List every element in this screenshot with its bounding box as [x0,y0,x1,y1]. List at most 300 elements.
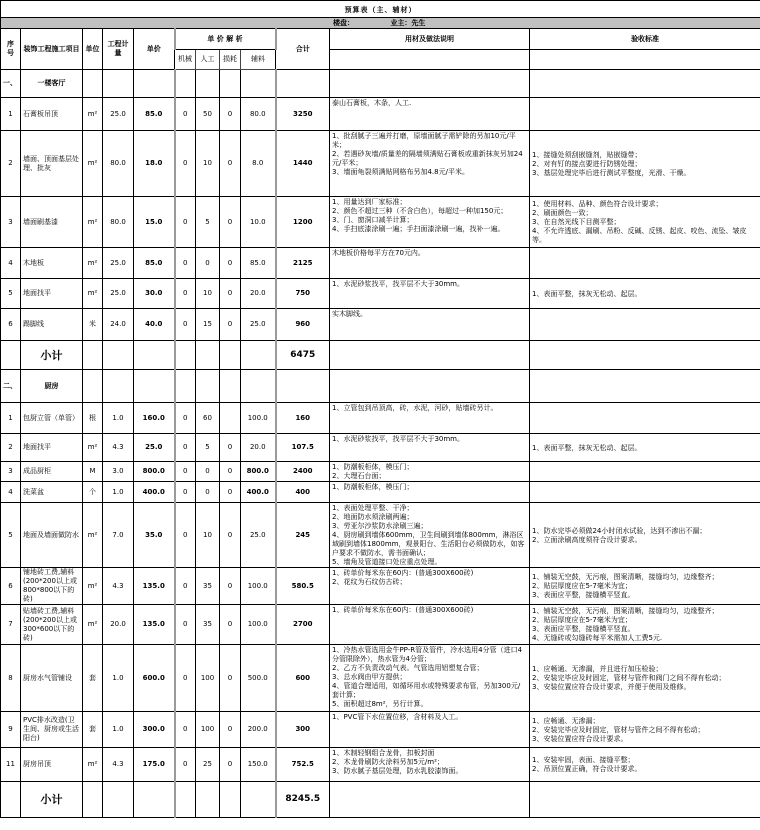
row-seq: 3 [1,462,21,482]
empty-cell [134,370,175,403]
row-loss: 0 [220,98,241,131]
subtotal-label: 小计 [21,782,83,818]
row-aux: 25.0 [241,309,276,341]
accept-line: 4、不允许透底、漏刷、吊粉、反碱、反锈、起皮、咬色、流坠、皱皮等。 [532,227,747,244]
empty-cell [196,70,220,98]
accept-line: 4、无缝砖或勾缝砖每平米需加人工费5元. [532,634,663,642]
row-accept [530,482,760,503]
empty-cell [83,341,103,370]
accept-line: 3、安装位置应符合设计要求，并便于使用及维修。 [532,683,691,691]
desc-line: 1、砖单价每米东在60内：(普通300X600砖) [332,569,474,577]
accept-line: 1、防水完毕必须做24小时闭水试验，达到不渗出不漏； [532,526,707,535]
row-price: 30.0 [134,279,175,309]
subtotal-row [1,341,760,370]
desc-line: 2、地面防水须涂刷两遍； [332,513,414,521]
subtotal-label: 小计 [21,341,83,370]
header-total: 合计 [276,29,330,70]
row-labor: 15 [196,309,220,341]
row-loss: 0 [220,131,241,197]
table-row [1,482,760,503]
accept-line: 2、安装完毕应及时固定，管材与管件之间不得有松动； [532,725,705,734]
desc-line: 实木脚线。 [332,310,367,318]
row-aux: 85.0 [241,248,276,279]
row-accept [530,712,760,748]
row-seq: 11 [1,748,21,782]
row-item: 地面及墙面做防水 [21,503,83,568]
row-aux: 20.0 [241,434,276,462]
empty-cell [103,70,134,98]
subtotal-value: 6475 [276,341,330,370]
row-desc [330,482,530,503]
empty-cell [220,370,241,403]
row-price: 135.0 [134,568,175,605]
row-aux: 8.0 [241,131,276,197]
desc-line: 3、墙面龟裂须满贴网格布另加4.8元/平米。 [332,168,469,176]
row-seq: 3 [1,197,21,248]
header-desc: 用材及做法说明 [330,29,530,50]
row-unit: m² [83,503,103,568]
row-labor: 35 [196,605,220,645]
row-machine: 0 [175,482,196,503]
accept-line: 3、安装位置应符合设计要求。 [532,734,628,743]
row-price: 300.0 [134,712,175,748]
empty-cell [196,370,220,403]
sheet-title: 预算表（主、辅材） [1,1,760,18]
row-machine: 0 [175,197,196,248]
accept-line: 2、吊顶位置正确，符合设计要求。 [532,765,642,773]
row-labor: 60 [196,403,220,434]
row-price: 25.0 [134,434,175,462]
section-header-row [1,70,760,98]
row-aux: 25.0 [241,503,276,568]
desc-line: 泰山石膏板，木条，人工. [332,99,412,107]
header-price: 单价 [134,29,175,70]
row-price: 600.0 [134,645,175,712]
desc-line: 1、水泥砂浆找平，找平层不大于30mm。 [332,435,464,443]
table-row [1,279,760,309]
empty-cell [220,782,241,818]
row-desc [330,462,530,482]
row-accept [530,748,760,782]
row-item: 厨房吊顶 [21,748,83,782]
row-unit: M [83,462,103,482]
row-machine: 0 [175,279,196,309]
table-row [1,645,760,712]
row-loss: 0 [220,605,241,645]
row-unit: m² [83,248,103,279]
table-row [1,568,760,605]
table-row [1,434,760,462]
header-loss: 损耗 [220,50,241,70]
row-total: 160 [276,403,330,434]
empty-cell [1,782,21,818]
empty-cell [175,782,196,818]
header-qty: 工程计量 [103,29,134,70]
row-labor: 10 [196,131,220,197]
row-aux: 100.0 [241,568,276,605]
row-machine: 0 [175,712,196,748]
row-desc [330,131,530,197]
empty-cell [241,341,276,370]
accept-line: 1、铺装无空鼓，无污痕，图案清晰，接缝均匀，边缘整齐； [532,573,719,581]
row-loss: 0 [220,279,241,309]
row-total: 107.5 [276,434,330,462]
empty-cell [134,341,175,370]
desc-line: 1、表面处理平整、干净； [332,504,414,512]
row-item: 石膏板吊顶 [21,98,83,131]
empty-cell [196,782,220,818]
row-item: 木地板 [21,248,83,279]
row-qty: 1.0 [103,712,134,748]
row-unit: 米 [83,309,103,341]
row-desc [330,712,530,748]
row-machine: 0 [175,748,196,782]
table-row [1,131,760,197]
row-qty: 7.0 [103,503,134,568]
desc-line: 5、面积超过8m²，另行计算。 [332,700,428,708]
row-loss: 0 [220,197,241,248]
desc-line: 1、冷热水管选用金牛PP-R管及管件，冷水选用4分管（进口4分管限除外），热水管为4分管； [332,646,523,663]
header-unit: 单位 [83,29,103,70]
row-accept [530,503,760,568]
row-machine: 0 [175,131,196,197]
empty-cell [103,370,134,403]
row-machine: 0 [175,503,196,568]
row-accept [530,403,760,434]
row-price: 135.0 [134,605,175,645]
table-row [1,248,760,279]
row-seq: 6 [1,309,21,341]
desc-line: 2、木龙骨刷防火涂料另加5元/m²； [332,758,444,766]
row-qty: 80.0 [103,131,134,197]
header-aux: 辅料 [241,50,276,70]
empty-cell [1,341,21,370]
row-seq: 7 [1,605,21,645]
empty-cell [330,70,530,98]
empty-cell [276,70,330,98]
row-desc [330,568,530,605]
row-qty: 20.0 [103,605,134,645]
desc-line: 2、颜色不超过三种（不含白色），每超过一种加150元； [332,207,508,215]
desc-line: 2、乙方不负责改动气表。气管选用铝塑复合管； [332,664,484,672]
row-total: 580.5 [276,568,330,605]
row-qty: 4.3 [103,434,134,462]
row-item: 包厨立管（单管） [21,403,83,434]
row-loss [220,403,241,434]
row-total: 960 [276,309,330,341]
empty-cell [241,70,276,98]
row-labor: 50 [196,98,220,131]
accept-line: 2、安装完毕应及时固定，管材与管件和阀门之间不得有松动； [532,674,726,682]
row-price: 800.0 [134,462,175,482]
row-machine: 0 [175,645,196,712]
row-qty: 4.3 [103,568,134,605]
empty-cell [196,341,220,370]
accept-line: 3、表面应平整，接缝横平竖直。 [532,591,635,599]
table-row [1,748,760,782]
row-unit: 套 [83,712,103,748]
info-bar [1,18,760,29]
row-desc [330,434,530,462]
desc-line: 1、批刮腻子三遍并打磨，原墙面腻子需铲除的另加10元/平米； [332,132,516,149]
desc-line: 1、PVC管下水位置位移，含材料及人工。 [332,713,463,721]
row-total: 1440 [276,131,330,197]
accept-line: 2、刷面颜色一致； [532,209,593,217]
row-accept [530,605,760,645]
row-aux: 400.0 [241,482,276,503]
row-labor: 5 [196,197,220,248]
row-machine: 0 [175,605,196,645]
row-qty: 80.0 [103,197,134,248]
section-header-row [1,370,760,403]
owner-label: 业主：先生 [390,18,426,27]
row-loss: 0 [220,248,241,279]
row-labor: 100 [196,645,220,712]
row-item: 地面找平 [21,434,83,462]
table-row [1,712,760,748]
row-seq: 4 [1,248,21,279]
empty-cell [103,341,134,370]
header-accept-blank [530,50,760,70]
row-seq: 9 [1,712,21,748]
row-item: 洗菜盆 [21,482,83,503]
empty-cell [330,341,530,370]
row-machine: 0 [175,403,196,434]
row-machine: 0 [175,98,196,131]
row-accept [530,279,760,309]
row-loss: 0 [220,482,241,503]
row-accept [530,98,760,131]
row-desc [330,248,530,279]
row-item: PVC排水改造(卫生间、厨房或生活阳台) [21,712,83,748]
desc-line: 1、水泥砂浆找平，找平层不大于30mm。 [332,280,464,288]
row-qty: 25.0 [103,248,134,279]
desc-line: 1、砖单价每米东在60内：(普通300X600砖) [332,606,474,614]
table-row [1,98,760,131]
row-item: 墙面、顶面基层处理、批灰 [21,131,83,197]
row-loss: 0 [220,434,241,462]
row-machine: 0 [175,462,196,482]
row-price: 35.0 [134,503,175,568]
accept-line: 2、贴层厚度应在5-7毫米为宜； [532,616,632,624]
row-price: 85.0 [134,248,175,279]
desc-line: 4、手扫底漆涂刷一遍；手扫面漆涂刷一遍，找补一遍。 [332,225,505,233]
row-labor: 0 [196,248,220,279]
row-aux: 10.0 [241,197,276,248]
desc-line: 1、用量达到厂家标准； [332,198,407,206]
empty-cell [241,782,276,818]
row-seq: 6 [1,568,21,605]
row-labor: 100 [196,712,220,748]
row-unit: m² [83,748,103,782]
row-total: 2700 [276,605,330,645]
empty-cell [276,370,330,403]
row-seq: 8 [1,645,21,712]
row-item: 铺地砖工费,辅料(200*200以上或800*800以下的砖) [21,568,83,605]
row-seq: 4 [1,482,21,503]
row-unit: 套 [83,645,103,712]
row-labor: 0 [196,462,220,482]
row-total: 1200 [276,197,330,248]
row-unit: 根 [83,403,103,434]
row-machine: 0 [175,434,196,462]
desc-line: 5、墙角及管道接口处应重点处理。 [332,558,442,566]
row-aux: 150.0 [241,748,276,782]
empty-cell [530,370,760,403]
row-item: 墙面刷基漆 [21,197,83,248]
row-price: 18.0 [134,131,175,197]
section-name: 厨房 [21,370,83,403]
row-accept [530,131,760,197]
row-qty: 1.0 [103,403,134,434]
row-accept [530,309,760,341]
desc-line: 1、防潮板柜体，模压门； [332,483,414,491]
empty-cell [175,370,196,403]
row-seq: 2 [1,131,21,197]
table-row [1,605,760,645]
accept-line: 1、应畅通、无渗漏； [532,716,600,725]
empty-cell [220,341,241,370]
row-machine: 0 [175,309,196,341]
desc-line: 2、花纹为石纹仿古砖； [332,578,407,586]
row-loss: 0 [220,309,241,341]
desc-line: 3、门、窗洞口减半计算； [332,216,414,224]
row-qty: 24.0 [103,309,134,341]
empty-cell [241,370,276,403]
desc-line: 木地板价格每平方在70元内。 [332,249,425,257]
row-price: 85.0 [134,98,175,131]
row-price: 175.0 [134,748,175,782]
section-name: 一楼客厅 [21,70,83,98]
row-unit: m² [83,279,103,309]
row-seq: 2 [1,434,21,462]
row-item: 贴墙砖工费,辅料(200*200以上或300*600以下的砖) [21,605,83,645]
table-row [1,309,760,341]
row-accept [530,197,760,248]
row-price: 400.0 [134,482,175,503]
empty-cell [220,70,241,98]
desc-line: 3、总水阀由甲方提供； [332,673,407,681]
row-seq: 5 [1,279,21,309]
row-total: 752.5 [276,748,330,782]
desc-line: 4、厨房刷到墙体600mm，卫生间刷到墙体800mm，淋浴区域刷到墙体1800mm，观景阳台、生活阳台必须做防水，如客户要求不做防水，需书面确认； [332,531,525,557]
row-loss: 0 [220,568,241,605]
row-total: 400 [276,482,330,503]
row-unit: m² [83,434,103,462]
accept-line: 2、贴层厚度应在5-7毫米为宜； [532,582,632,590]
row-loss: 0 [220,748,241,782]
desc-line: 1、木制轻钢组合龙骨，扣板封面 [332,749,435,757]
row-desc [330,309,530,341]
empty-cell [83,370,103,403]
header-item: 装饰工程施工项目 [21,29,83,70]
accept-line: 2、对有钉的接点要进行防锈处理； [532,159,642,168]
row-desc [330,645,530,712]
row-desc [330,403,530,434]
row-total: 300 [276,712,330,748]
row-total: 750 [276,279,330,309]
row-labor: 10 [196,503,220,568]
empty-cell [83,70,103,98]
row-unit: m² [83,605,103,645]
desc-line: 2、大理石台面； [332,472,386,480]
empty-cell [330,370,530,403]
row-loss: 0 [220,462,241,482]
row-aux: 100.0 [241,403,276,434]
empty-cell [530,70,760,98]
section-seq: 一、 [1,70,21,98]
row-seq: 1 [1,98,21,131]
accept-line: 3、在自然光线下目测平整； [532,218,621,226]
row-labor: 10 [196,279,220,309]
desc-line: 3、防水腻子基层处理，防水乳胶漆饰面。 [332,767,463,775]
row-unit: m² [83,568,103,605]
row-accept [530,462,760,482]
accept-line: 2、立面涂刷高度须符合设计要求。 [532,535,642,544]
row-qty: 1.0 [103,482,134,503]
row-accept [530,645,760,712]
row-desc [330,98,530,131]
row-labor: 35 [196,568,220,605]
row-item: 地面找平 [21,279,83,309]
row-accept [530,568,760,605]
empty-cell [103,782,134,818]
accept-line: 1、铺装无空鼓，无污痕，图案清晰，接缝均匀，边缘整齐； [532,607,719,615]
accept-line: 1、安装牢固，表面、接缝平整； [532,756,635,764]
table-row [1,403,760,434]
row-total: 2400 [276,462,330,482]
row-aux: 200.0 [241,712,276,748]
empty-cell [134,782,175,818]
desc-line: 3、劳亚尔沙浆防水涂刷三遍； [332,522,428,530]
row-item: 踢脚线 [21,309,83,341]
row-desc [330,503,530,568]
row-desc [330,748,530,782]
accept-line: 1、使用材料、品种、颜色符合设计要求； [532,200,663,208]
section-seq: 二、 [1,370,21,403]
header-machine: 机械 [175,50,196,70]
row-aux: 800.0 [241,462,276,482]
row-total: 245 [276,503,330,568]
row-aux: 500.0 [241,645,276,712]
empty-cell [175,70,196,98]
row-total: 2125 [276,248,330,279]
row-aux: 20.0 [241,279,276,309]
row-seq: 1 [1,403,21,434]
row-price: 40.0 [134,309,175,341]
row-price: 15.0 [134,197,175,248]
accept-line: 1、接缝处须刮嵌缝剂，贴嵌缝带； [532,150,642,159]
accept-line: 3、基层处理完毕后进行测试平整度，光滑、干燥。 [532,168,691,177]
header-analysis: 单 价 解 析 [175,29,276,50]
subtotal-row [1,782,760,818]
accept-line: 1、表面平整，抹灰无松动、起层。 [532,443,642,452]
row-item: 成品厨柜 [21,462,83,482]
row-item: 厨房水气管铺设 [21,645,83,712]
row-unit: m² [83,131,103,197]
empty-cell [530,782,760,818]
row-accept [530,434,760,462]
row-desc [330,605,530,645]
building-label: 楼盘： [333,18,354,27]
row-qty: 1.0 [103,645,134,712]
row-desc [330,279,530,309]
row-price: 160.0 [134,403,175,434]
row-aux: 100.0 [241,605,276,645]
row-loss: 0 [220,645,241,712]
desc-line: 1、防潮板柜体，模压门； [332,463,414,471]
header-labor: 人工 [196,50,220,70]
